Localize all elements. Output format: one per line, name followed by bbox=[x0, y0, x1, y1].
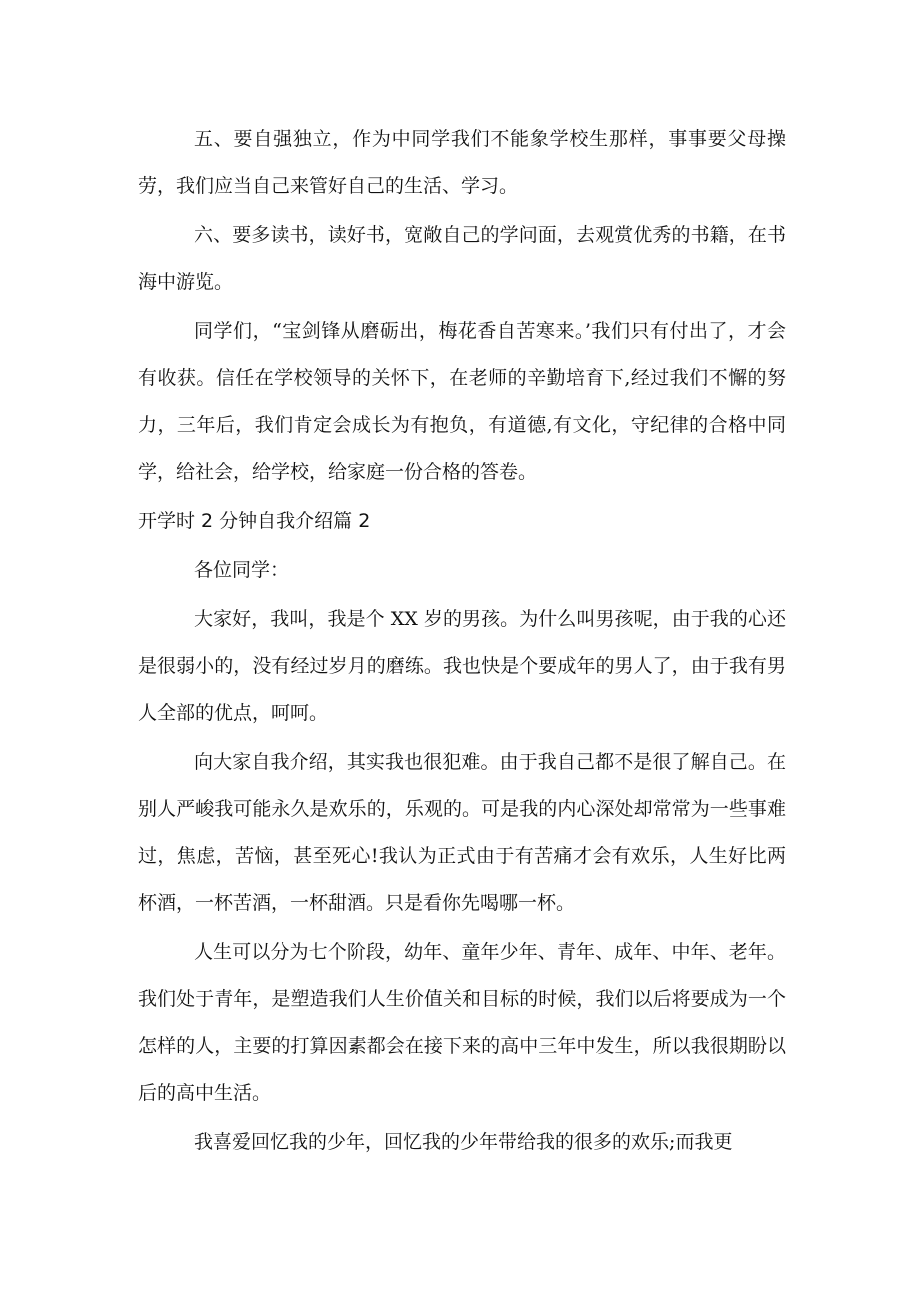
paragraph-memories: 我喜爱回忆我的少年，回忆我的少年带给我的很多的欢乐;而我更 bbox=[194, 1131, 733, 1153]
paragraph-self-reliance: 五、要自强独立，作为中同学我们不能象学校生那样，事事要父母操劳，我们应当自己来管好自己的生活、学习。 bbox=[138, 128, 786, 197]
section-heading: 开学时 2 分钟自我介绍篇 2 bbox=[138, 510, 371, 532]
paragraph-classmates: 同学们，“宝剑锋从磨砺出，梅花香自苦寒来。’我们只有付出了，才会有收获。信任在学校领导的关怀下，在老师的辛勤培育下,经过我们不懈的努力，三年后，我们肯定会成长为有抱负，有道德,有文化，守纪律的合格中同学，给社会，给学校，给家庭一份合格的答卷。 bbox=[138, 320, 786, 483]
paragraph-self-description: 向大家自我介绍，其实我也很犯难。由于我自己都不是很了解自己。在别人严峻我可能永久是欢乐的，乐观的。可是我的内心深处却常常为一些事难过，焦虑，苦恼，甚至死心!我认为正式由于有苦痛才会有欢乐，人生好比两杯酒，一杯苦酒，一杯甜酒。只是看你先喝哪一杯。 bbox=[138, 751, 786, 914]
paragraph-greeting: 各位同学： bbox=[194, 559, 290, 581]
document-body bbox=[138, 116, 786, 1168]
paragraph-introduction: 大家好，我叫，我是个 XX 岁的男孩。为什么叫男孩呢，由于我的心还是很弱小的，没有经过岁月的磨练。我也快是个要成年的男人了，由于我有男人全部的优点，呵呵。 bbox=[138, 608, 786, 724]
paragraph-life-stages: 人生可以分为七个阶段，幼年、童年少年、青年、成年、中年、老年。我们处于青年，是塑造我们人生价值关和目标的时候，我们以后将要成为一个怎样的人，主要的打算因素都会在接下来的高中三年中发生，所以我很期盼以后的高中生活。 bbox=[138, 941, 786, 1104]
paragraph-reading: 六、要多读书，读好书，宽敞自己的学问面，去观赏优秀的书籍，在书海中游览。 bbox=[138, 224, 786, 293]
